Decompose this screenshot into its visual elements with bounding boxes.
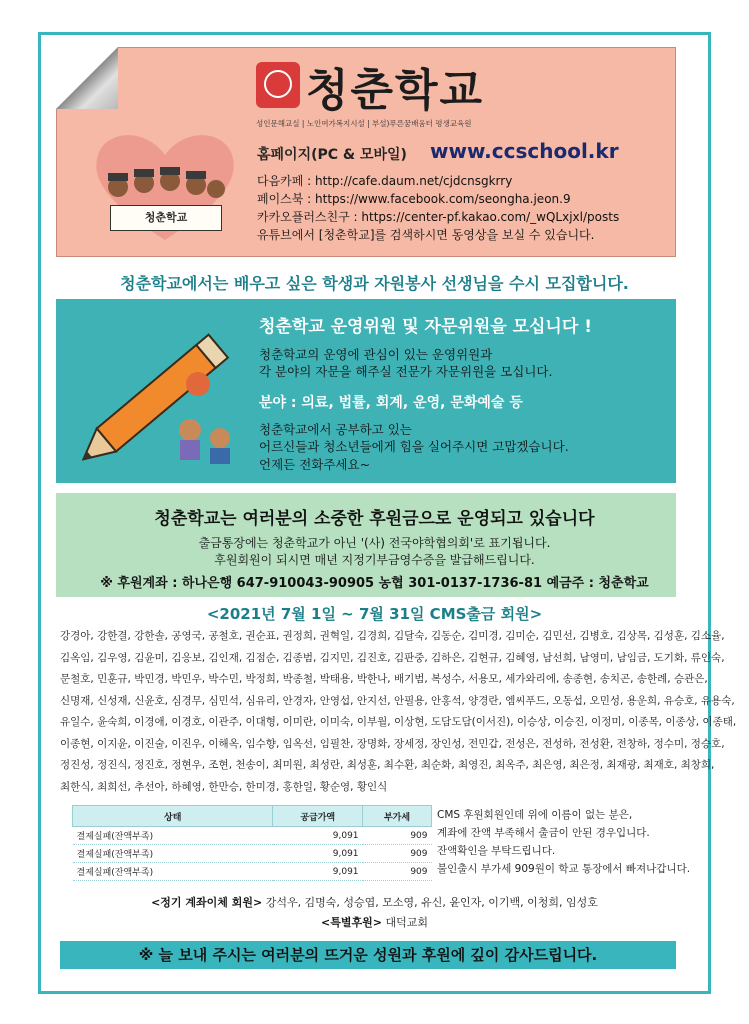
status-cell: 결제실패(잔액부족) <box>73 827 273 845</box>
committee-closing-1: 청춘학교에서 공부하고 있는 <box>259 422 412 437</box>
vat-cell: 909 <box>363 845 432 863</box>
status-cell: 결제실패(잔액부족) <box>73 845 273 863</box>
youtube-note: 유튜브에서 [청춘학교]를 검색하시면 동영상을 보실 수 있습니다. <box>257 228 595 242</box>
facebook-link[interactable]: 페이스북 : https://www.facebook.com/seongha.jeon.9 <box>257 192 571 206</box>
special-names: 대덕교회 <box>385 916 428 929</box>
sign-board: 청춘학교 <box>110 205 222 231</box>
table-header-vat: 부가세 <box>363 806 432 827</box>
member-line: 이종현, 이지윤, 이진술, 이진우, 이해옥, 임수향, 임옥선, 임필찬, 장명화, 장세정, 장인성, 전민갑, 전성은, 전성하, 전성환, 전창하, 정수미, 정승호, <box>60 737 725 750</box>
status-cell: 결제실패(잔액부족) <box>73 863 273 881</box>
regular-transfer-members <box>0 894 749 910</box>
table-row <box>73 845 432 863</box>
member-line: 문철호, 민훈규, 박민경, 박민우, 박수민, 박정희, 박종철, 박태용, 박한나, 배기범, 복성수, 서용모, 세가와리에, 송종현, 송치곤, 송한례, 승관은, <box>60 673 708 685</box>
school-logo-icon <box>256 62 300 108</box>
donation-title: 청춘학교는 여러분의 소중한 후원금으로 운영되고 있습니다 <box>154 509 595 529</box>
donation-line-1: 출금통장에는 청춘학교가 아닌 '(사) 전국야학협의회'로 표기됩니다. <box>198 536 551 550</box>
member-line: 최한식, 최희선, 추선아, 하혜영, 한만승, 한미경, 홍한일, 황순영, 황인식 <box>60 780 388 793</box>
cms-member-list <box>60 626 737 798</box>
cms-note-4: 불인출시 부가세 909원이 학교 통장에서 빠져나갑니다. <box>437 863 691 875</box>
brand-title: 청춘학교 <box>306 65 485 116</box>
donation-account: ※ 후원계좌 : 하나은행 647-910043-90905 농협 301-0137-1736-81 예금주 : 청춘학교 <box>100 576 649 591</box>
recruit-banner: 청춘학교에서는 배우고 싶은 학생과 자원봉사 선생님을 수시 모집합니다. <box>120 274 629 293</box>
committee-title: 청춘학교 운영위원 및 자문위원을 모십니다 ! <box>259 317 592 337</box>
pencil-children-illustration <box>70 320 250 470</box>
table-row <box>73 863 432 881</box>
regular-names: 강석우, 김명숙, 성승엽, 모소영, 유신, 윤인자, 이기백, 이청희, 임성호 <box>265 896 598 909</box>
thanks-banner: ※ 늘 보내 주시는 여러분의 뜨거운 성원과 후원에 깊이 감사드립니다. <box>60 941 676 969</box>
donation-line-2: 후원회원이 되시면 매년 지정기부금영수증을 발급해드립니다. <box>214 553 535 567</box>
cms-note-2: 계좌에 잔액 부족해서 출금이 안된 경우입니다. <box>437 827 650 839</box>
committee-fields: 분야 : 의료, 법률, 회계, 운영, 문화예술 등 <box>259 395 523 411</box>
committee-closing-3: 언제든 전화주세요~ <box>259 457 371 472</box>
homepage-link[interactable]: www.ccschool.kr <box>430 139 619 163</box>
member-line: 김옥임, 김우영, 김윤미, 김응보, 김인재, 김점순, 김종범, 김지민, 김진호, 김판중, 김하은, 김현규, 김혜영, 남선희, 남영미, 남임금, 도기화, 류인숙, <box>60 651 725 664</box>
supply-cell: 9,091 <box>273 845 363 863</box>
vat-cell: 909 <box>363 827 432 845</box>
brand-subtitle: 성인문해교실 | 노인여가복지시설 | 부설)푸른꿈배움터 평생교육원 <box>256 119 472 128</box>
vat-cell: 909 <box>363 863 432 881</box>
member-line: 강경아, 강한결, 강한솔, 공영국, 공철호, 권순표, 권정희, 권혁일, 김경희, 김달숙, 김동순, 김미경, 김미순, 김민선, 김병호, 김상목, 김성훈, 김소율, <box>60 630 725 642</box>
committee-intro-1: 청춘학교의 운영에 관심이 있는 운영위원과 <box>259 347 493 362</box>
member-line: 정진성, 정진식, 정진호, 정현우, 조현, 천송이, 최미원, 최성란, 최성훈, 최수환, 최순화, 최영진, 최옥주, 최은영, 최은정, 최재광, 최재호, 최창희, <box>60 759 715 771</box>
table-row <box>73 827 432 845</box>
cms-note-3: 잔액확인을 부탁드립니다. <box>437 845 556 857</box>
kakao-link[interactable]: 카카오플러스친구 : https://center-pf.kakao.com/_wQLxjxl/posts <box>257 210 620 224</box>
table-header-status: 상태 <box>73 806 273 827</box>
payment-failure-table <box>72 805 432 881</box>
committee-intro-2: 각 분야의 자문을 해주실 전문가 자문위원을 모십니다. <box>259 364 553 379</box>
committee-closing-2: 어르신들과 청소년들에게 힘을 실어주시면 고맙겠습니다. <box>259 439 569 454</box>
special-label: <특별후원> <box>321 916 382 929</box>
homepage-label: 홈페이지(PC & 모바일) <box>257 147 407 163</box>
supply-cell: 9,091 <box>273 827 363 845</box>
member-line: 유일수, 윤숙희, 이경애, 이경호, 이관주, 이대형, 이미란, 이미숙, 이부월, 이상현, 도담도담(이서진), 이승상, 이승진, 이정미, 이종목, 이종상, 이종태, <box>60 716 737 728</box>
daum-cafe-link[interactable]: 다음카페 : http://cafe.daum.net/cjdcnsgkrry <box>257 174 513 188</box>
member-line: 신명재, 신성재, 신윤호, 심경무, 심민석, 심유리, 안경자, 안영섭, 안지선, 안필용, 안홍석, 양경란, 엠씨푸드, 오동섭, 오민성, 용운희, 유승호, 유용숙, <box>60 694 735 707</box>
cms-note-1: CMS 후원회원인데 위에 이름이 없는 분은, <box>437 809 633 821</box>
supply-cell: 9,091 <box>273 863 363 881</box>
special-sponsors <box>0 914 749 930</box>
cms-title: <2021년 7월 1일 ~ 7월 31일 CMS출금 회원> <box>206 605 543 623</box>
regular-label: <정기 계좌이체 회원> <box>151 896 263 909</box>
table-header-supply: 공급가액 <box>273 806 363 827</box>
